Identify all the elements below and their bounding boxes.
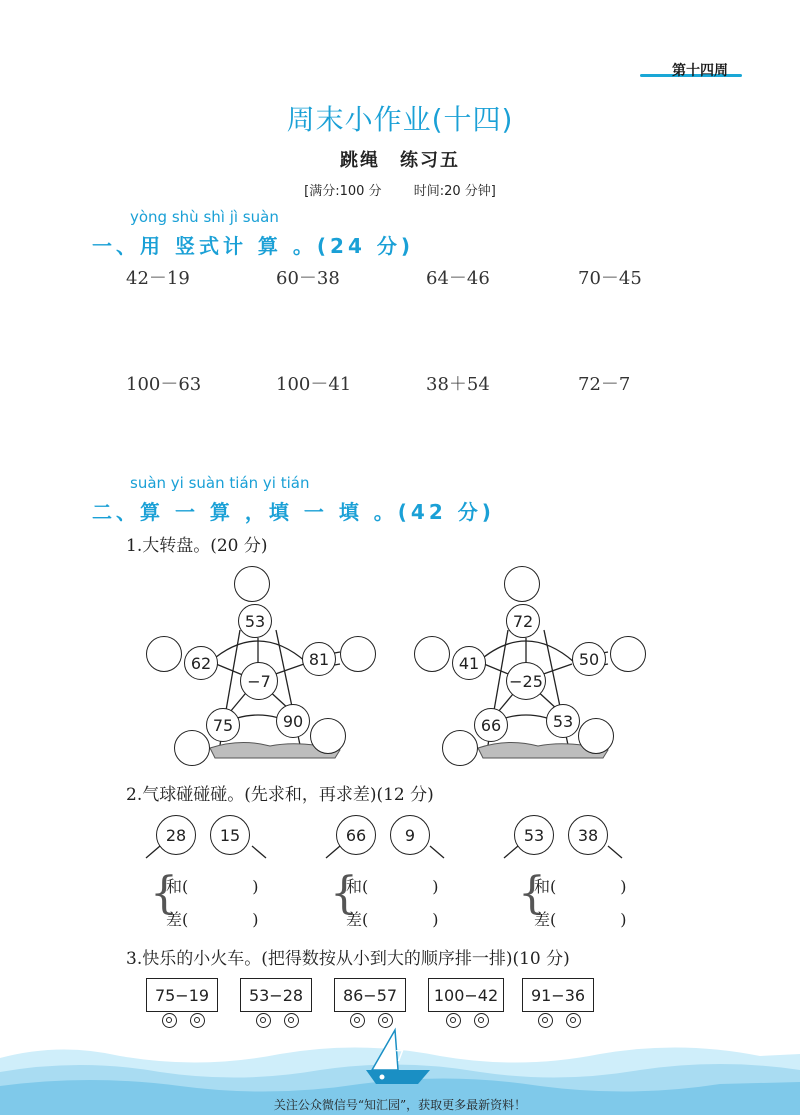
- expr-4: 70－45: [578, 268, 642, 289]
- wheel1-spoke: 90: [276, 704, 310, 738]
- section1-pinyin: yòng shù shì jì suàn: [130, 208, 279, 226]
- diff-blank[interactable]: 差( ): [166, 910, 259, 929]
- sum-blank[interactable]: 和( ): [166, 877, 259, 896]
- train-car: 53−28: [240, 978, 312, 1012]
- sum-blank[interactable]: 和( ): [534, 877, 627, 896]
- wheel2-left-blank: [414, 636, 450, 672]
- diff-blank[interactable]: 差( ): [534, 910, 627, 929]
- brace-2: {: [330, 868, 358, 919]
- expr-6: 100－41: [276, 374, 352, 395]
- q3-label: 3.快乐的小火车。(把得数按从小到大的顺序排一排)(10 分): [126, 949, 570, 969]
- expr-2: 60－38: [276, 268, 340, 289]
- page-title: 周末小作业(十四): [286, 103, 514, 136]
- balloon: 53: [514, 815, 554, 855]
- section2-heading: 二、算 一 算 ，填 一 填 。(42 分): [92, 500, 495, 524]
- wheel2-spoke: 41: [452, 646, 486, 680]
- train-car: 86−57: [334, 978, 406, 1012]
- score-time-info: [0, 180, 800, 199]
- wheel2-top-blank: [504, 566, 540, 602]
- q2-label: 2.气球碰碰碰。(先求和，再求差)(12 分): [126, 785, 434, 805]
- wheel1-left-blank: [146, 636, 182, 672]
- wheel1-spoke: 75: [206, 708, 240, 742]
- week-label: 第十四周: [672, 63, 728, 79]
- footer-note: 关注公众微信号“知汇园”，获取更多最新资料！: [273, 1098, 527, 1112]
- expr-5: 100－63: [126, 374, 202, 395]
- wheel1-center: −7: [240, 662, 278, 700]
- page-number: 27: [385, 1047, 405, 1065]
- expr-7: 38＋54: [426, 374, 490, 395]
- diff-blank[interactable]: 差( ): [346, 910, 439, 929]
- wheel2-spoke: 53: [546, 704, 580, 738]
- train-car: 75−19: [146, 978, 218, 1012]
- expr-1: 42－19: [126, 268, 190, 289]
- wheel1-bottom-right-blank: [310, 718, 346, 754]
- wheel2-right-blank: [610, 636, 646, 672]
- wheel1-spoke: 53: [238, 604, 272, 638]
- wheel1-spoke: 62: [184, 646, 218, 680]
- brace-3: {: [518, 868, 546, 919]
- time-info: 时间:20 分钟]: [413, 184, 496, 199]
- wheel2-spoke: 50: [572, 642, 606, 676]
- wheel1-right-blank: [340, 636, 376, 672]
- wheel1-top-blank: [234, 566, 270, 602]
- balloon: 28: [156, 815, 196, 855]
- wheel2-bottom-left-blank: [442, 730, 478, 766]
- section2-pinyin: suàn yi suàn tián yi tián: [130, 474, 310, 492]
- week-tag: [640, 60, 760, 82]
- wheel2-center: −25: [506, 662, 546, 700]
- section1-heading: 一、用 竖式计 算 。(24 分): [92, 234, 414, 258]
- wheel2-spoke: 72: [506, 604, 540, 638]
- wheel2-spoke: 66: [474, 708, 508, 742]
- wheel1-bottom-left-blank: [174, 730, 210, 766]
- train-car: 100−42: [428, 978, 504, 1012]
- page-subtitle: 跳绳 练习五: [340, 150, 460, 171]
- sum-blank[interactable]: 和( ): [346, 877, 439, 896]
- brace-1: {: [150, 868, 178, 919]
- wheel2-bottom-right-blank: [578, 718, 614, 754]
- wheel1-spoke: 81: [302, 642, 336, 676]
- expr-8: 72－7: [578, 374, 631, 395]
- q1-label: 1.大转盘。(20 分): [126, 536, 268, 556]
- balloon: 15: [210, 815, 250, 855]
- balloon: 9: [390, 815, 430, 855]
- expr-3: 64－46: [426, 268, 490, 289]
- balloon: 38: [568, 815, 608, 855]
- score-info: [满分:100 分: [304, 184, 382, 199]
- balloon: 66: [336, 815, 376, 855]
- train-car: 91−36: [522, 978, 594, 1012]
